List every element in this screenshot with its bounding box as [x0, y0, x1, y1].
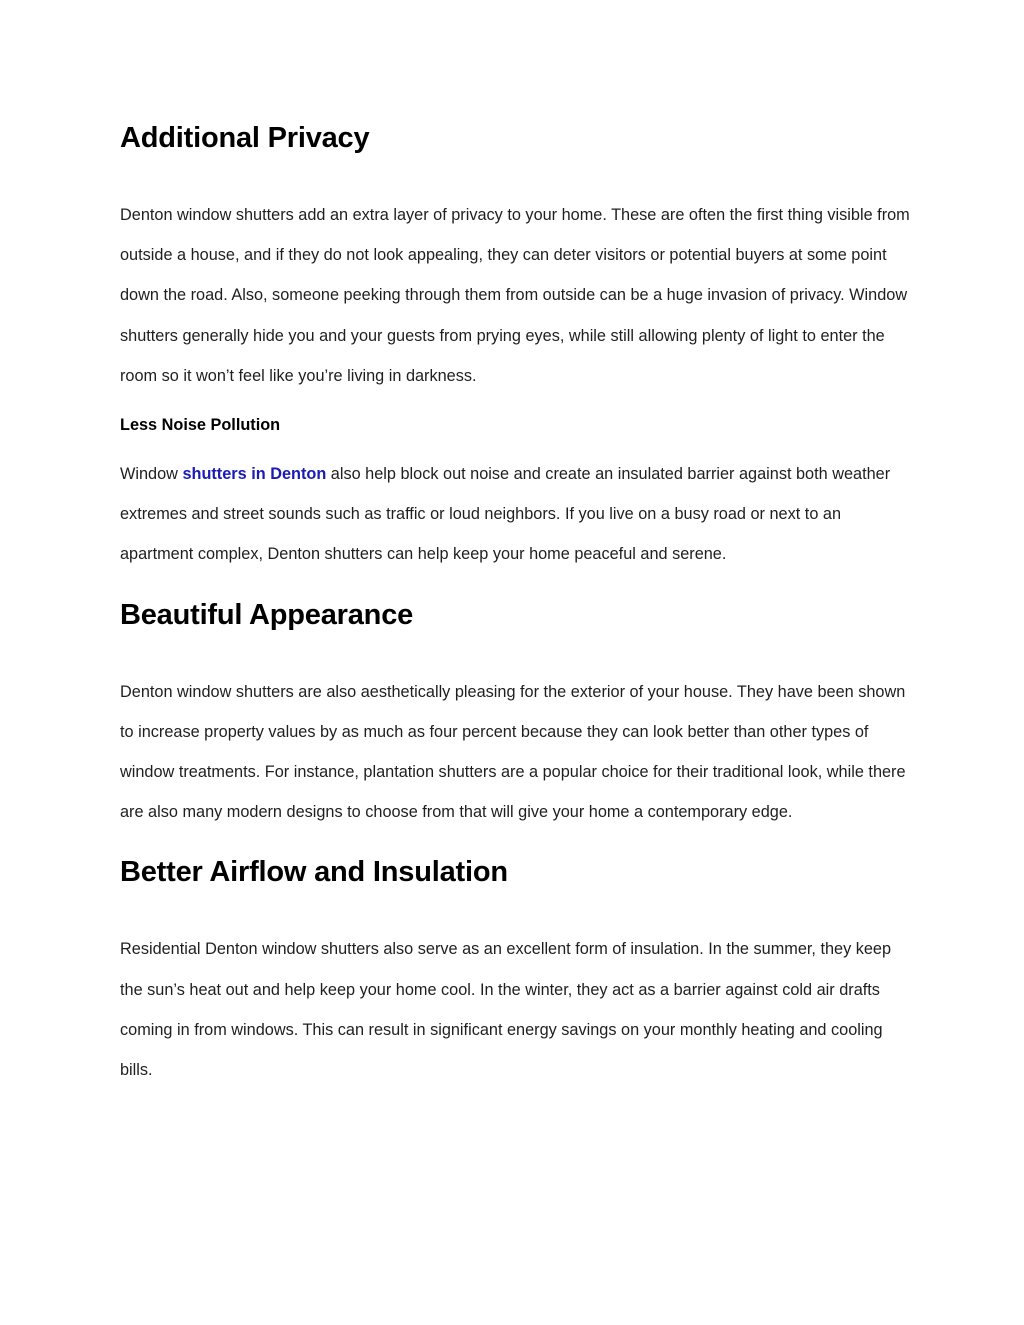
document-page	[120, 0, 910, 1090]
section-paragraph-better-airflow: Residential Denton window shutters also serve as an excellent form of insulation. In the summer, they keep the sun’s heat out and help keep your home cool. In the winter, they act as a barrier against cold air drafts coming in from windows. This can result in significant energy savings on your monthly heating and cooling bills.	[120, 940, 892, 1080]
section-paragraph-beautiful-appearance: Denton window shutters are also aesthetically pleasing for the exterior of your house. They have been shown to increase property values by as much as four percent because they can look better than other types of window treatments. For instance, plantation shutters are a popular choice for their traditional look, while there are also many modern designs to choose from that will give your home a contemporary edge.	[120, 682, 906, 822]
shutters-in-denton-link[interactable]: shutters in Denton	[182, 465, 327, 484]
paragraph-text-before-link: Window	[120, 465, 183, 484]
section-heading-beautiful-appearance: Beautiful Appearance	[120, 598, 414, 631]
section-paragraph-additional-privacy: Denton window shutters add an extra layer of privacy to your home. These are often the first thing visible from outside a house, and if they do not look appealing, they can deter visitors or potential buyers at some point down the road. Also, someone peeking through them from outside can be a huge invasion of privacy. Window shutters generally hide you and your guests from prying eyes, while still allowing plenty of light to enter the room so it won’t feel like you’re living in darkness.	[120, 206, 910, 385]
section-heading-better-airflow: Better Airflow and Insulation	[120, 856, 508, 889]
subheading-less-noise-pollution: Less Noise Pollution	[120, 416, 281, 435]
paragraph-text-after-link: also help block out noise and create an insulated barrier against both weather extremes and street sounds such as traffic or loud neighbors. If you live on a busy road or next to an apartment complex, Denton shutters can help keep your home peaceful and serene.	[120, 465, 891, 564]
section-heading-additional-privacy: Additional Privacy	[120, 122, 370, 154]
section-paragraph-less-noise-pollution	[120, 454, 910, 575]
